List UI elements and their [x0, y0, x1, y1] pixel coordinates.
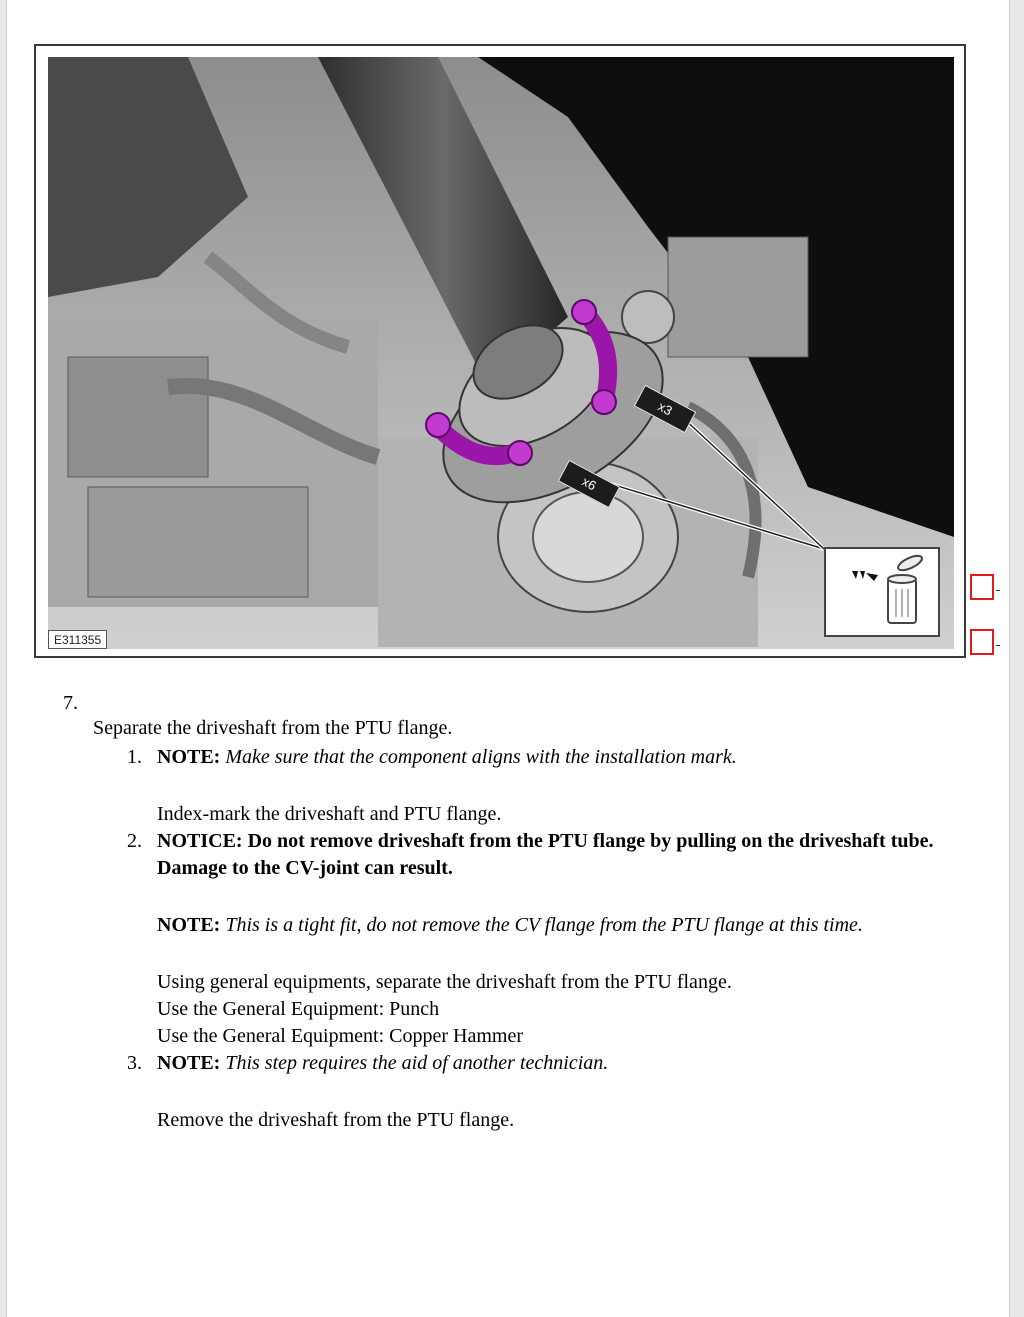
note-line — [157, 912, 987, 939]
substep-list — [127, 744, 987, 1134]
note-text: This step requires the aid of another technician. — [225, 1052, 609, 1074]
checkbox-tick-mark — [996, 590, 1000, 591]
bolt-count-callout-x3: x3 — [634, 385, 696, 433]
notice-line — [157, 828, 987, 882]
note-label: NOTE: — [157, 914, 221, 936]
substep-number: 2. — [127, 830, 142, 852]
substep-number: 1. — [127, 746, 142, 768]
equipment-line-copper-hammer: Use the General Equipment: Copper Hammer — [157, 1025, 523, 1047]
figure-frame — [34, 44, 966, 658]
note-line — [157, 744, 987, 771]
figure-id-label: E311355 — [48, 630, 107, 649]
action-text: Index-mark the driveshaft and PTU flange. — [157, 803, 502, 825]
notice-text: Do not remove driveshaft from the PTU flange by pulling on the driveshaft tube. Damage to the CV-joint can result. — [157, 830, 934, 879]
note-text: Make sure that the component aligns with the installation mark. — [225, 746, 737, 768]
equipment-line-punch: Use the General Equipment: Punch — [157, 998, 440, 1020]
illustration-drawing — [48, 57, 954, 649]
substep-2 — [127, 828, 987, 1050]
action-text: Using general equipments, separate the driveshaft from the PTU flange. — [157, 971, 732, 993]
step-number: 7. — [63, 692, 78, 714]
document-page — [6, 0, 1010, 1317]
substep-3 — [127, 1050, 987, 1134]
driveshaft-ptu-illustration — [48, 57, 954, 649]
step-intro: Separate the driveshaft from the PTU flange. — [93, 717, 453, 739]
note-label: NOTE: — [157, 1052, 221, 1074]
action-text: Remove the driveshaft from the PTU flange. — [157, 1109, 515, 1131]
checkbox-tick-mark — [996, 645, 1000, 646]
note-line — [157, 1050, 987, 1077]
bolt-count-callout-x6: x6 — [558, 460, 620, 508]
step-checkbox-2[interactable] — [970, 629, 994, 655]
substep-number: 3. — [127, 1052, 142, 1074]
note-label: NOTE: — [157, 746, 221, 768]
step-checkbox-1[interactable] — [970, 574, 994, 600]
note-text: This is a tight fit, do not remove the CV flange from the PTU flange at this time. — [225, 914, 863, 936]
notice-label: NOTICE: — [157, 830, 243, 852]
substep-1 — [127, 744, 987, 828]
discard-trash-can-icon — [824, 547, 940, 637]
